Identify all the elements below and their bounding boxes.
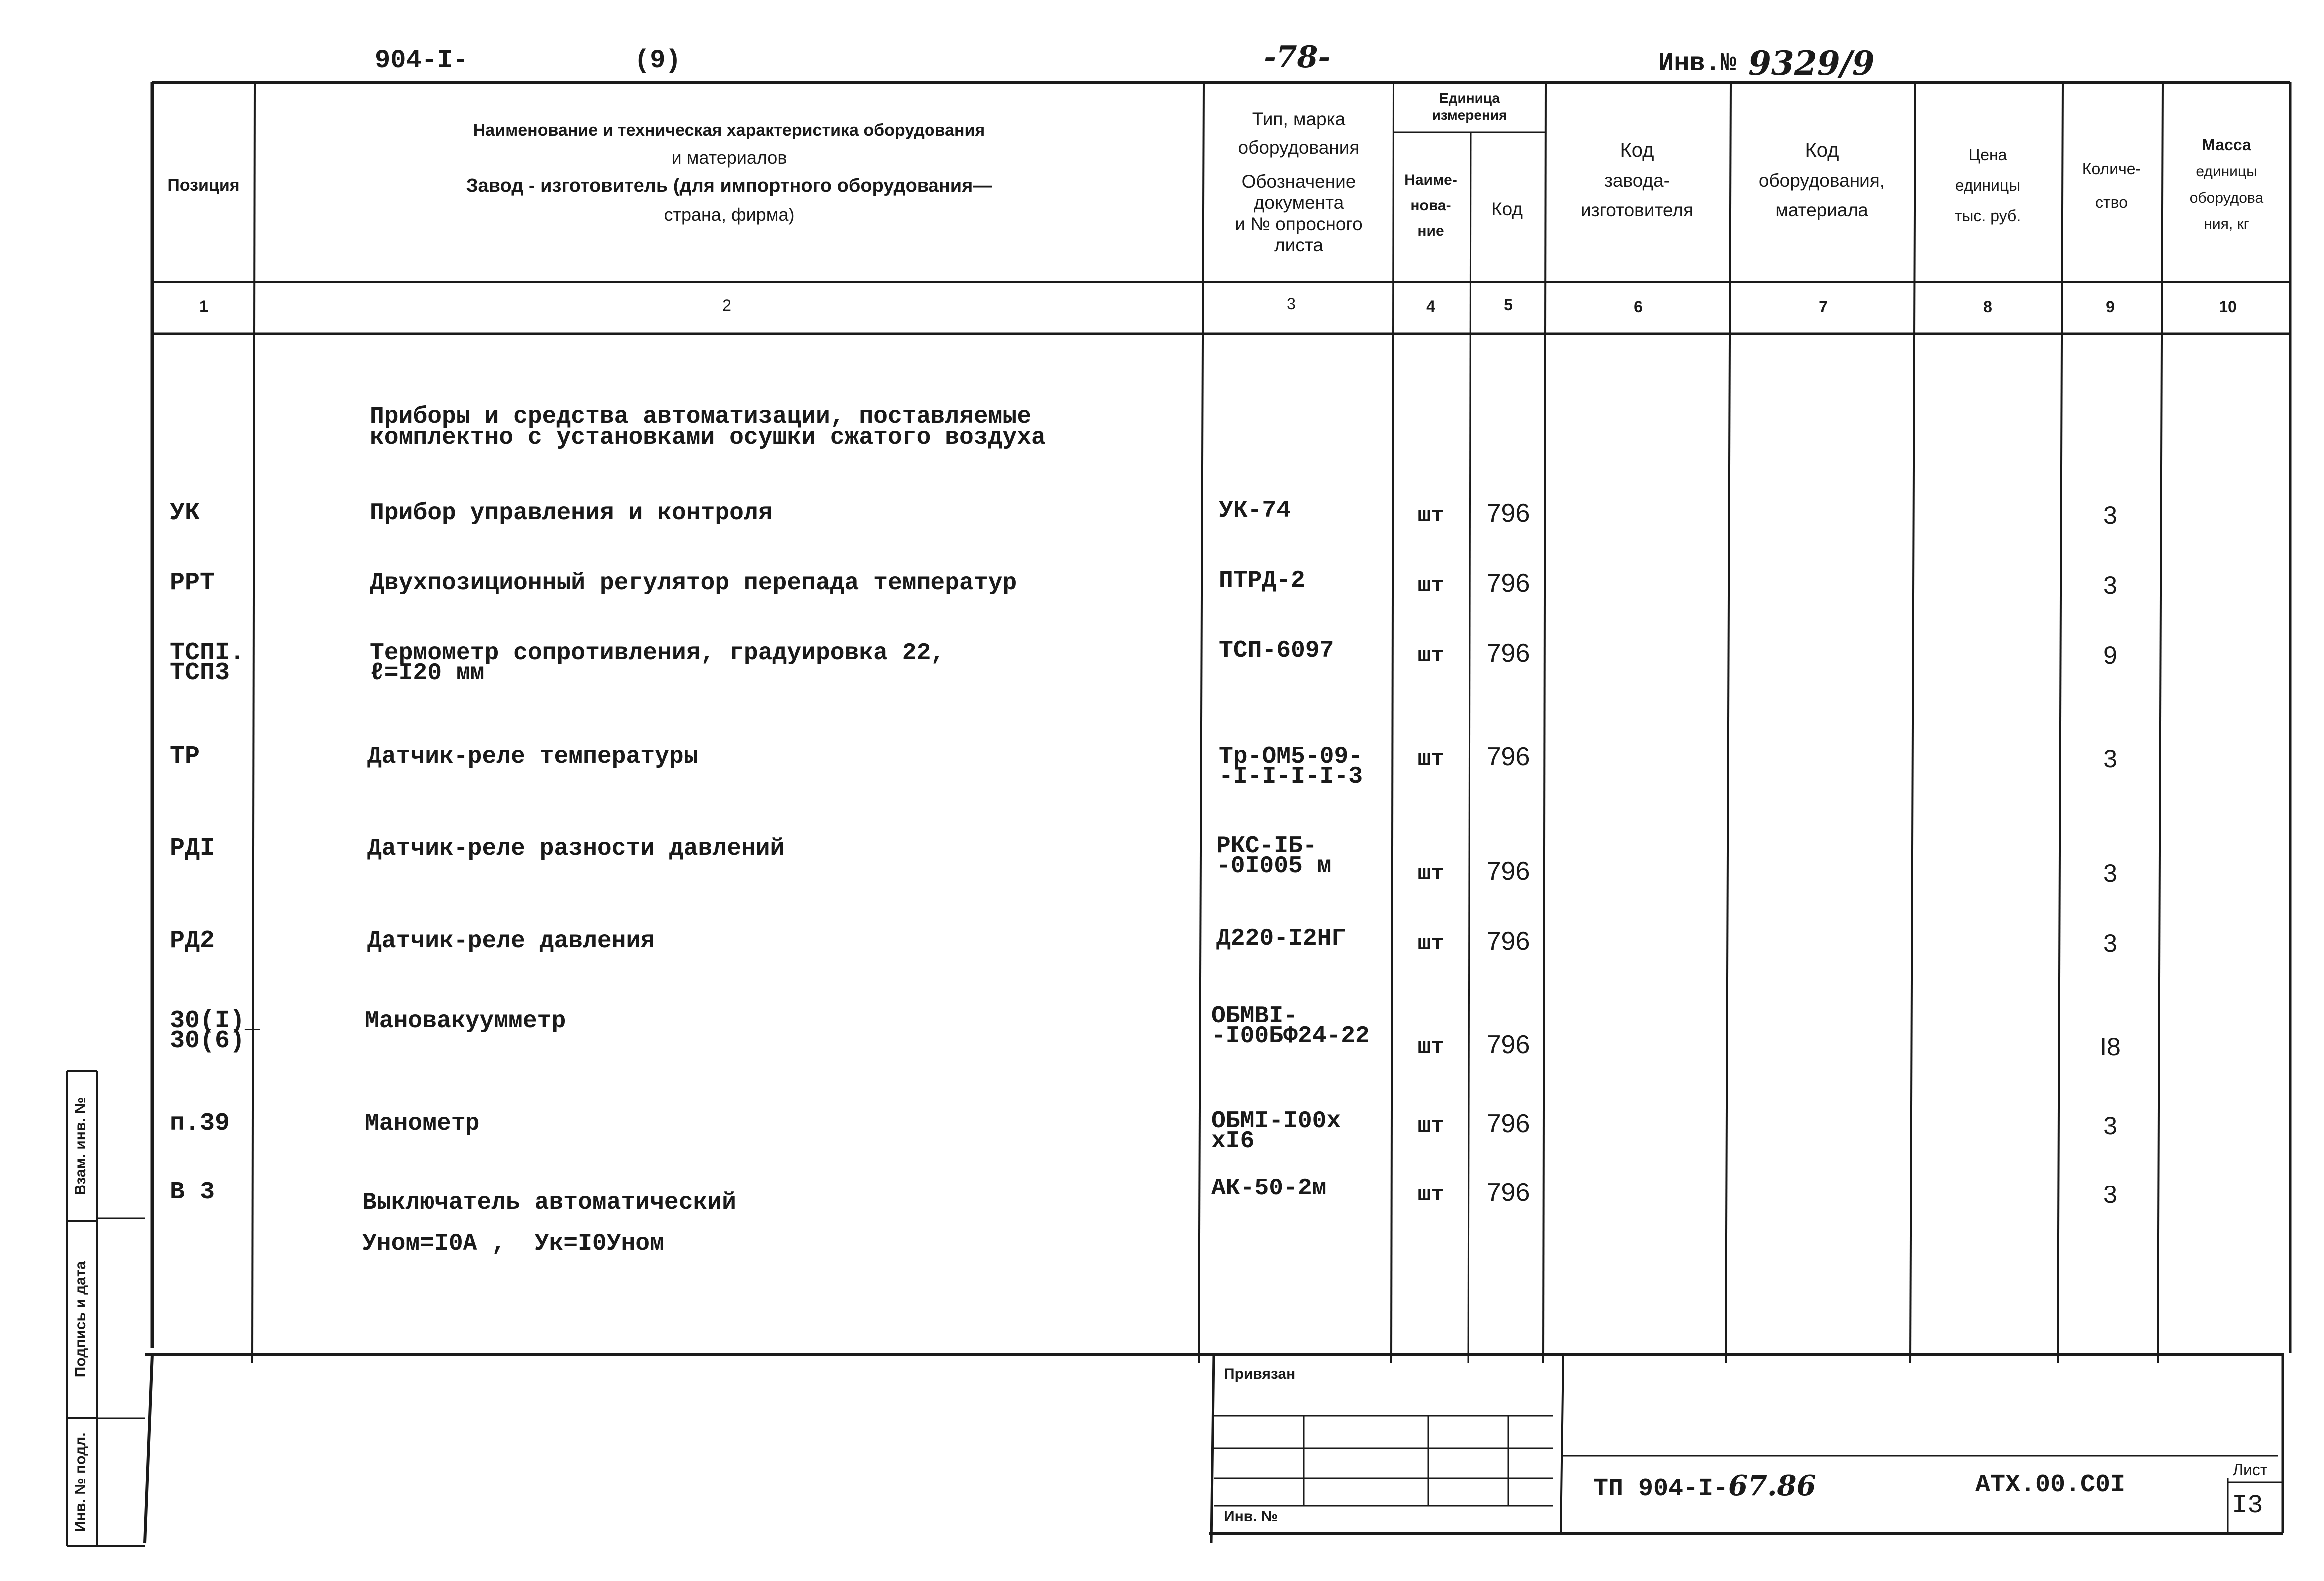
header-type-line6: листа	[1274, 235, 1323, 256]
row-type: ПТРД-2	[1219, 567, 1305, 594]
row-name: Датчик-реле температуры	[367, 743, 698, 770]
row-position: 30(I)_ 30(6)	[170, 1007, 260, 1055]
column-number: 4	[1426, 297, 1435, 315]
row-position: ТР	[170, 742, 200, 771]
row-type: Д220-I2НГ	[1216, 925, 1346, 952]
side-label-signature-date: Подпись и дата	[72, 1261, 89, 1378]
row-name: Прибор управления и контроля	[370, 500, 773, 527]
row-type: РКС-IБ- -0I005 м	[1216, 833, 1332, 880]
side-label-replacement: Взам. инв. №	[72, 1097, 89, 1195]
header-unit-name-line1: Наиме-	[1404, 172, 1457, 188]
header-price-line1: Цена	[1968, 146, 2007, 164]
part-number: (9)	[634, 46, 681, 75]
stamp-linked-label: Привязан	[1224, 1366, 1296, 1382]
row-position: п.39	[170, 1109, 230, 1138]
row-quantity: 3	[2103, 929, 2117, 957]
section-title-line1: Приборы и средства автоматизации, поставляемые	[370, 403, 1032, 430]
inventory-number: 9329/9	[1748, 44, 1875, 83]
row-unit-code: 796	[1486, 639, 1530, 668]
header-unit-line1: Единица	[1439, 90, 1500, 106]
section-title-line2: комплектно с установками осушки сжатого воздуха	[370, 424, 1046, 451]
row-type: УК-74	[1219, 497, 1291, 524]
header-mass	[2163, 131, 2290, 238]
row-position: ТСПI. ТСП3	[170, 639, 245, 687]
row-position: В 3	[170, 1178, 215, 1206]
column-number: 2	[722, 296, 731, 314]
header-unit-line2: измерения	[1432, 107, 1507, 123]
header-factory-code	[1546, 135, 1728, 225]
stamp-document-code	[1593, 1469, 1816, 1503]
stamp-sheet-number: I3	[2232, 1491, 2263, 1520]
header-material-code	[1731, 135, 1913, 225]
side-label-original-inventory: Инв. № подл.	[72, 1432, 89, 1532]
header-factory-code-line1: Код	[1620, 139, 1654, 161]
header-mass-line4: ния, кг	[2204, 216, 2249, 232]
header-unit-code: Код	[1491, 199, 1523, 219]
header-mass-line3: оборудова	[2189, 189, 2264, 206]
row-type: ТСП-6097	[1219, 637, 1334, 664]
header-unit-name-line2: нова-	[1410, 197, 1451, 214]
header-factory-code-line3: изготовителя	[1580, 200, 1694, 221]
row-unit-code: 796	[1486, 569, 1530, 598]
stamp-document-code-handwritten: 67.86	[1728, 1469, 1816, 1502]
row-unit: шт	[1417, 573, 1444, 598]
row-unit: шт	[1417, 747, 1444, 772]
row-type: Тр-ОМ5-09- -I-I-I-I-3	[1219, 743, 1363, 790]
row-unit: шт	[1417, 1035, 1444, 1060]
row-unit: шт	[1417, 1183, 1444, 1207]
row-name: Датчик-реле разности давлений	[367, 835, 785, 862]
row-unit-code: 796	[1486, 927, 1530, 956]
column-number: 1	[199, 297, 208, 315]
header-price-line3: тыс. руб.	[1954, 206, 2021, 225]
row-unit-code: 796	[1486, 857, 1530, 886]
row-quantity: I8	[2100, 1033, 2121, 1061]
header-type-line2: оборудования	[1238, 137, 1360, 158]
row-unit: шт	[1417, 931, 1444, 956]
row-unit: шт	[1417, 503, 1444, 528]
stamp-drawing-code: АТХ.00.С0I	[1975, 1471, 2126, 1499]
header-mass-line1: Масса	[2202, 136, 2251, 154]
row-quantity: 3	[2103, 1112, 2117, 1140]
column-number: 8	[1983, 298, 1992, 316]
header-position: Позиция	[167, 176, 240, 195]
row-unit: шт	[1417, 1114, 1444, 1139]
header-mass-line2: единицы	[2196, 163, 2257, 180]
row-unit-code: 796	[1486, 499, 1530, 528]
row-quantity: 3	[2103, 745, 2117, 773]
column-number: 6	[1634, 298, 1643, 316]
header-type-block	[1204, 105, 1394, 256]
header-quantity-line1: Количе-	[2082, 160, 2141, 178]
row-quantity: 3	[2103, 1181, 2117, 1208]
row-position: УК	[170, 499, 200, 527]
row-position: РДI	[170, 834, 215, 863]
header-type-line5: и № опросного	[1235, 213, 1363, 234]
header-unit-name-line3: ние	[1417, 223, 1444, 239]
row-type: ОБМВI- -I00БФ24-22	[1211, 1003, 1370, 1050]
row-quantity: 3	[2103, 859, 2117, 887]
header-type-line3: Обозначение	[1241, 171, 1356, 192]
page-number: -78-	[1264, 40, 1331, 75]
header-type-line1: Тип, марка	[1252, 109, 1346, 129]
row-type: АК-50-2м	[1211, 1175, 1327, 1202]
row-name: Мановакуумметр	[365, 1008, 566, 1035]
column-number: 9	[2106, 298, 2115, 316]
header-name-line1: Наименование и техническая характеристика оборудования	[473, 121, 985, 140]
row-unit-code: 796	[1486, 1030, 1530, 1059]
stamp-inventory-label: Инв. №	[1224, 1508, 1278, 1525]
stamp-document-code-prefix: ТП 904-I-	[1593, 1475, 1729, 1503]
header-name-block	[260, 117, 1199, 229]
header-material-code-line1: Код	[1805, 139, 1839, 161]
row-unit-code: 796	[1486, 1178, 1530, 1207]
header-name-line3: Завод - изготовитель (для импортного оборудования—	[466, 175, 992, 197]
column-number: 7	[1819, 298, 1828, 316]
row-name: Датчик-реле давления	[367, 928, 655, 955]
row-quantity: 3	[2103, 571, 2117, 599]
column-number: 10	[2219, 298, 2237, 316]
row-name: Термометр сопротивления, градуировка 22, ℓ=I20 мм	[370, 640, 945, 687]
header-unit-name	[1394, 167, 1468, 244]
row-unit: шт	[1417, 643, 1444, 668]
row-unit-code: 796	[1486, 1109, 1530, 1138]
header-material-code-line3: материала	[1775, 200, 1868, 221]
header-price	[1915, 140, 2060, 231]
row-quantity: 3	[2103, 501, 2117, 529]
column-number: 5	[1504, 296, 1513, 314]
series-number: 904-I-	[375, 46, 468, 75]
row-unit-code: 796	[1486, 742, 1530, 771]
header-material-code-line2: оборудования,	[1758, 170, 1885, 191]
header-price-line2: единицы	[1955, 176, 2021, 194]
row-quantity: 9	[2103, 641, 2117, 669]
header-type-line4: документа	[1253, 192, 1344, 213]
row-unit: шт	[1417, 861, 1444, 886]
header-name-line2: и материалов	[671, 147, 787, 168]
row-type: ОБМI-I00х хI6	[1211, 1108, 1341, 1155]
row-name: Выключатель автоматический Уном=I0А , Ук=I0Уном	[362, 1189, 736, 1257]
header-quantity-line2: ство	[2095, 193, 2128, 212]
header-quantity	[2063, 152, 2160, 219]
header-name-line4: страна, фирма)	[664, 204, 795, 225]
inventory-label: Инв.№	[1658, 49, 1737, 78]
header-factory-code-line2: завода-	[1604, 170, 1670, 191]
row-name: Манометр	[365, 1110, 480, 1137]
row-name: Двухпозиционный регулятор перепада температур	[370, 570, 1017, 597]
header-unit-group	[1394, 90, 1546, 123]
column-number: 3	[1287, 295, 1296, 313]
row-position: РД2	[170, 927, 215, 955]
stamp-sheet-label: Лист	[2233, 1461, 2268, 1479]
row-position: РРТ	[170, 569, 215, 597]
